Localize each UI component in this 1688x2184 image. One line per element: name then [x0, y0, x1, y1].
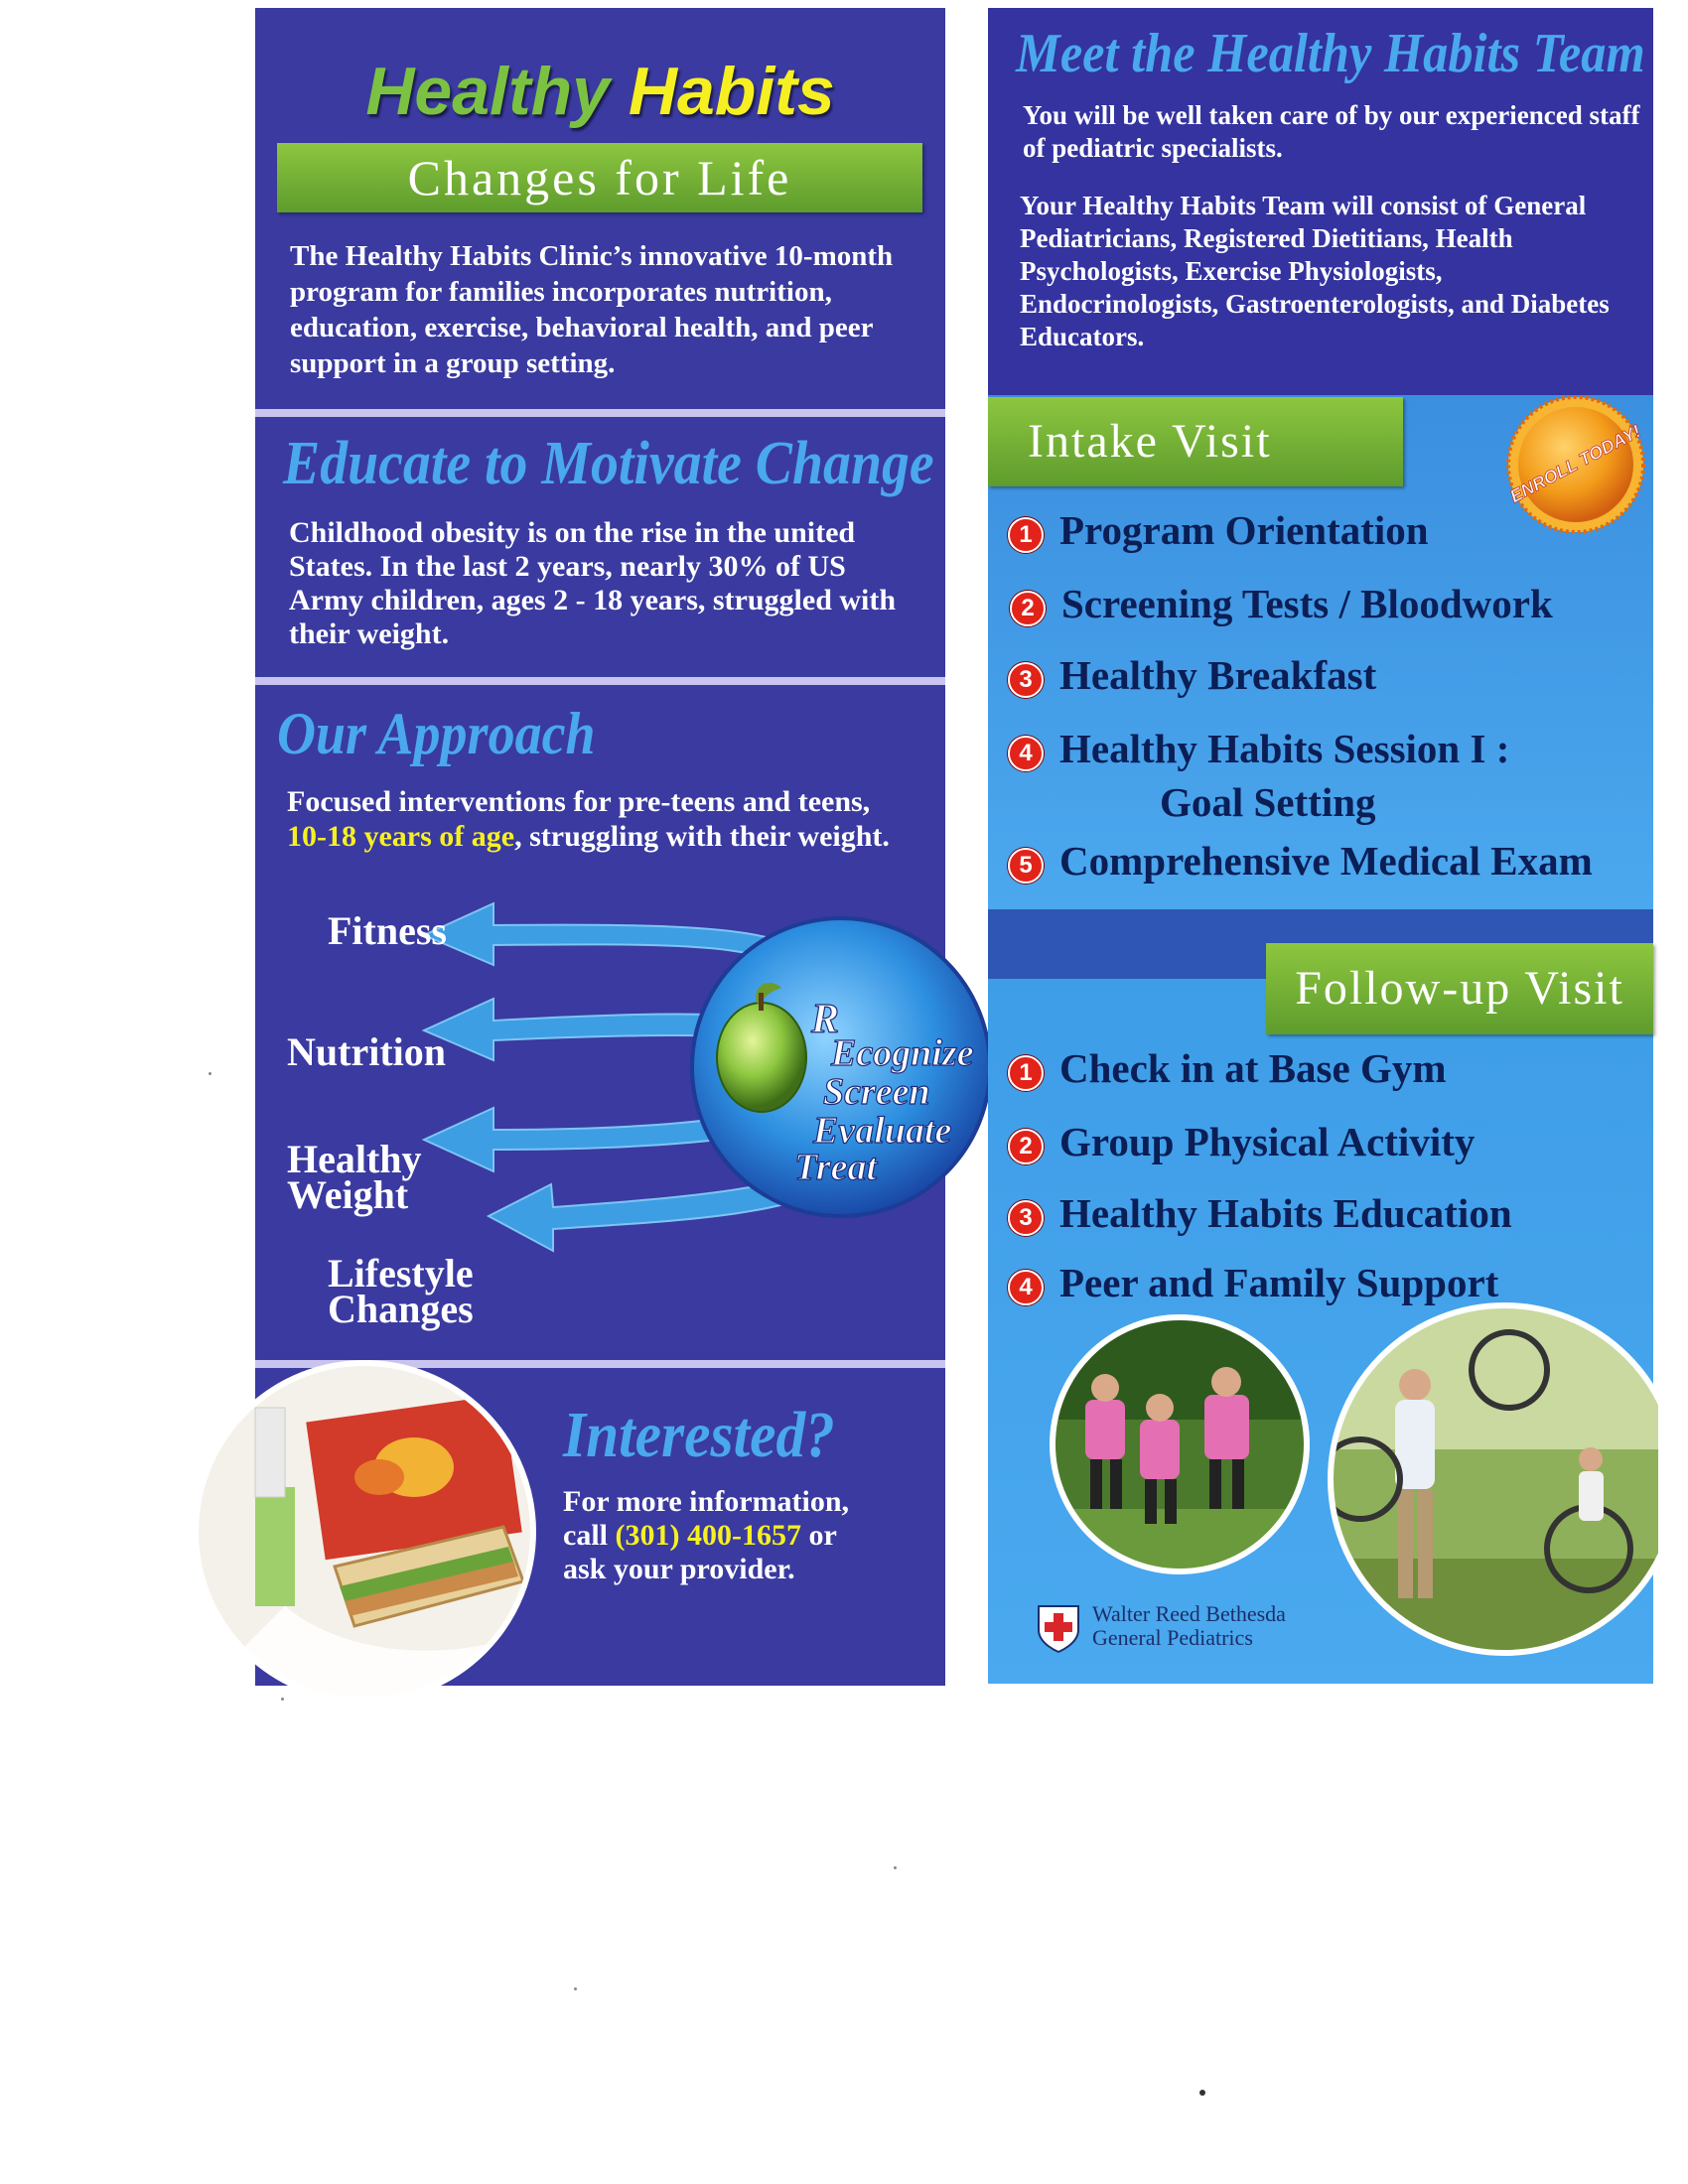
divider-1 [255, 409, 945, 417]
intake-item-1 [1008, 506, 1429, 554]
phone-number[interactable]: (301) 400-1657 [615, 1519, 801, 1552]
educate-heading: Educate to Motivate Change [283, 430, 934, 497]
followup-number-3: 3 [1008, 1200, 1044, 1236]
team-paragraph-1: You will be well taken care of by our experienced staff of pediatric specialists. [1023, 100, 1640, 163]
intake-item-5 [1008, 837, 1593, 885]
title-word-healthy: Healthy [365, 54, 610, 129]
approach-body-start: Focused interventions for pre-teens and teens, [287, 785, 871, 818]
circle-word-evaluate: Evaluate [813, 1110, 952, 1152]
label-healthy-weight: Healthy Weight [287, 1137, 422, 1217]
scan-speck [281, 1698, 284, 1701]
followup-number-2: 2 [1008, 1129, 1044, 1164]
brochure-title [255, 53, 945, 130]
intro-text: The Healthy Habits Clinic’s innovative 10-month program for families incorporates nutrition, education, exercise, behavioral health, and peer support in a group setting. [290, 240, 894, 379]
followup-item-1 [1008, 1044, 1447, 1092]
enroll-badge-text: ENROLL TODAY! [1506, 421, 1644, 507]
intake-number-5: 5 [1008, 848, 1044, 884]
hospital-shield-icon [1033, 1598, 1084, 1656]
intake-number-4: 4 [1008, 736, 1044, 771]
team-heading: Meet the Healthy Habits Team [1016, 23, 1645, 84]
followup-number-1: 1 [1008, 1055, 1044, 1091]
interested-line2 [563, 1519, 940, 1553]
interested-line1: For more information, [563, 1485, 850, 1518]
circle-word-treat: Treat [794, 1147, 878, 1188]
intake-number-1: 1 [1008, 517, 1044, 553]
approach-heading: Our Approach [277, 701, 596, 766]
intake-item-2-text: Screening Tests / Bloodwork [1061, 581, 1553, 626]
circle-word-screen: Screen [823, 1071, 930, 1113]
followup-item-2 [1008, 1118, 1475, 1165]
intake-item-2 [1010, 580, 1553, 627]
intake-number-2: 2 [1010, 591, 1046, 626]
bike-family-photo [1321, 1300, 1658, 1658]
left-panel-educate [255, 417, 945, 677]
interested-heading: Interested? [563, 1399, 835, 1471]
intake-item-4 [1008, 725, 1509, 772]
intake-item-4-sub: Goal Setting [1160, 779, 1376, 825]
age-range-highlight: 10-18 years of age [287, 820, 515, 853]
followup-item-4 [1008, 1259, 1498, 1306]
divider-2 [255, 677, 945, 685]
label-lifestyle-changes: Lifestyle Changes [328, 1251, 474, 1331]
followup-item-4-text: Peer and Family Support [1059, 1260, 1499, 1305]
right-panel-team [988, 8, 1653, 395]
soccer-girls-photo [1046, 1310, 1314, 1578]
logo-line-2: General Pediatrics [1092, 1625, 1253, 1650]
enroll-badge[interactable] [1501, 390, 1650, 539]
or-text: or [800, 1519, 837, 1552]
scan-speck [1199, 2090, 1205, 2096]
label-fitness: Fitness [328, 908, 447, 953]
approach-body [287, 784, 903, 854]
educate-body: Childhood obesity is on the rise in the united States. In the last 2 years, nearly 30% of US Army children, ages 2 - 18 years, struggled with their weight. [289, 516, 897, 650]
scan-speck [894, 1866, 897, 1869]
intake-item-1-text: Program Orientation [1059, 507, 1429, 553]
interested-body [563, 1485, 940, 1586]
left-panel-approach [255, 685, 974, 1360]
followup-item-3 [1008, 1189, 1512, 1237]
subtitle-bar: Changes for Life [277, 143, 922, 212]
team-paragraph-2: Your Healthy Habits Team will consist of General Pediatricians, Registered Dietitians, Health Psychologists, Exercise Physiologists, Endocrinologists, Gastroenterologists, and Diabetes Educators. [1020, 191, 1610, 351]
logo-line-1: Walter Reed Bethesda [1092, 1601, 1286, 1626]
followup-item-3-text: Healthy Habits Education [1059, 1190, 1512, 1236]
intake-item-5-text: Comprehensive Medical Exam [1059, 838, 1593, 884]
interested-line3: ask your provider. [563, 1553, 795, 1585]
intake-item-3-text: Healthy Breakfast [1059, 652, 1377, 698]
call-text: call [563, 1519, 616, 1552]
intake-heading: Intake Visit [988, 397, 1403, 486]
intake-item-3 [1008, 651, 1376, 699]
left-panel-interested [255, 1368, 945, 1686]
followup-item-2-text: Group Physical Activity [1059, 1119, 1476, 1164]
label-nutrition: Nutrition [287, 1029, 446, 1074]
scan-speck [209, 1072, 211, 1075]
left-panel-intro [255, 8, 945, 409]
approach-body-end: , struggling with their weight. [514, 820, 890, 853]
followup-item-1-text: Check in at Base Gym [1059, 1045, 1447, 1091]
walter-reed-logo [1033, 1598, 1331, 1658]
scan-speck [574, 1987, 577, 1990]
lunch-photo [255, 1368, 543, 1686]
circle-word-ecognize: Ecognize [831, 1032, 974, 1074]
followup-number-4: 4 [1008, 1270, 1044, 1305]
followup-heading: Follow-up Visit [1266, 943, 1653, 1034]
intake-item-4-text: Healthy Habits Session I : [1059, 726, 1510, 771]
intake-number-3: 3 [1008, 662, 1044, 698]
circle-word-r: R [811, 997, 840, 1042]
title-word-habits: Habits [628, 54, 835, 129]
